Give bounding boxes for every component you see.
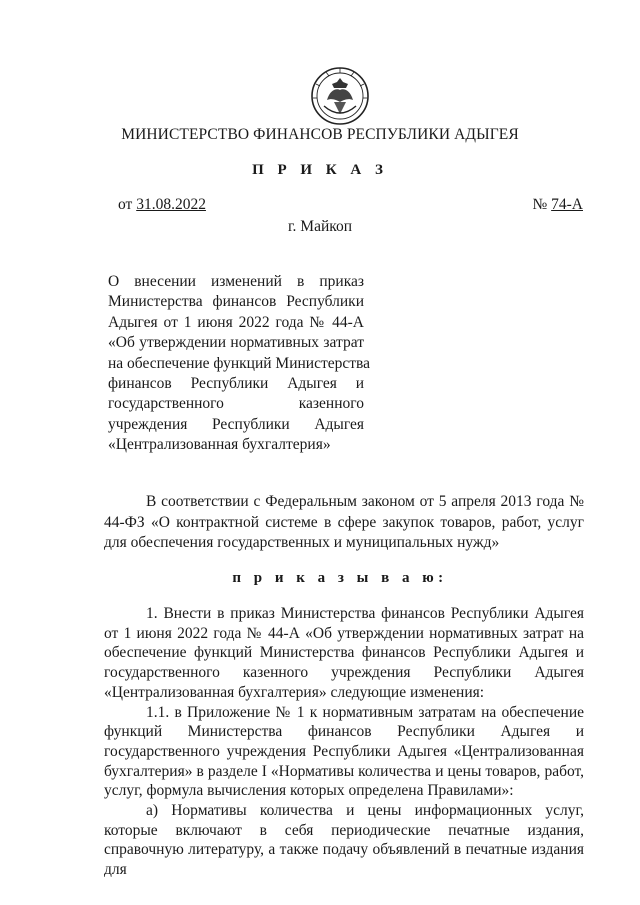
order-body bbox=[104, 604, 584, 880]
subject-line: О внесении изменений в приказ bbox=[108, 273, 364, 290]
subject-line: Министерства финансов Республики bbox=[108, 293, 364, 311]
subject-line: на обеспечение функций Министерства bbox=[108, 354, 371, 372]
subject-line: Адыгея от 1 июня 2022 года № 44-А bbox=[108, 313, 364, 331]
city-name: г. Майкоп bbox=[287, 218, 353, 235]
subject-line: учреждения Республики Адыгея bbox=[108, 415, 364, 433]
paragraph-1: 1. Внести в приказ Министерства финансов Республики Адыгея от 1 июня 2022 года № 44-А «Об утверждении нормативных затрат на обеспечение функций Министерства финансов Республики Адыгея и государственного казенного учреждения Республики Адыгея «Централизованная бухгалтерия» следующие изменения: bbox=[104, 605, 584, 701]
order-date: 31.08.2022 bbox=[136, 196, 206, 213]
paragraph-1-1: 1.1. в Приложение № 1 к нормативным затратам на обеспечение функций Министерства финансов Республики Адыгея и государственного учреждения Республики Адыгея «Централизованная бухгалтерия» в разделе I «Нормативы количества и цены товаров, работ, услуг, формула вычисления которых определена Правилами»: bbox=[104, 703, 584, 800]
subject-line: финансов Республики Адыгея и bbox=[108, 375, 364, 393]
preamble-paragraph: В соответствии с Федеральным законом от 5 апреля 2013 года № 44-ФЗ «О контрактной системе в сфере закупок товаров, работ, услуг для обеспечения государственных и муниципальных нужд» bbox=[104, 493, 584, 551]
orders-heading: п р и к а з ы в а ю: bbox=[232, 570, 448, 586]
subject-line: «Об утверждении нормативных затрат bbox=[108, 334, 364, 352]
number-prefix: № bbox=[532, 196, 552, 213]
order-number: 74-А bbox=[551, 196, 583, 213]
document-type-title: П Р И К А З bbox=[252, 162, 388, 178]
order-number-line bbox=[532, 196, 583, 214]
order-date-line bbox=[118, 196, 206, 214]
subject-line: государственного казенного bbox=[108, 395, 364, 413]
ministry-name: МИНИСТЕРСТВО ФИНАНСОВ РЕСПУБЛИКИ АДЫГЕЯ bbox=[121, 126, 519, 143]
paragraph-a: а) Нормативы количества и цены информационных услуг, которые включают в себя периодические печатные издания, справочную литературу, а также подачу объявлений в печатные издания для bbox=[104, 802, 584, 879]
date-prefix: от bbox=[118, 196, 137, 213]
order-subject bbox=[108, 272, 371, 456]
subject-line: «Централизованная бухгалтерия» bbox=[108, 436, 331, 454]
adygea-coat-of-arms-icon bbox=[310, 66, 370, 126]
